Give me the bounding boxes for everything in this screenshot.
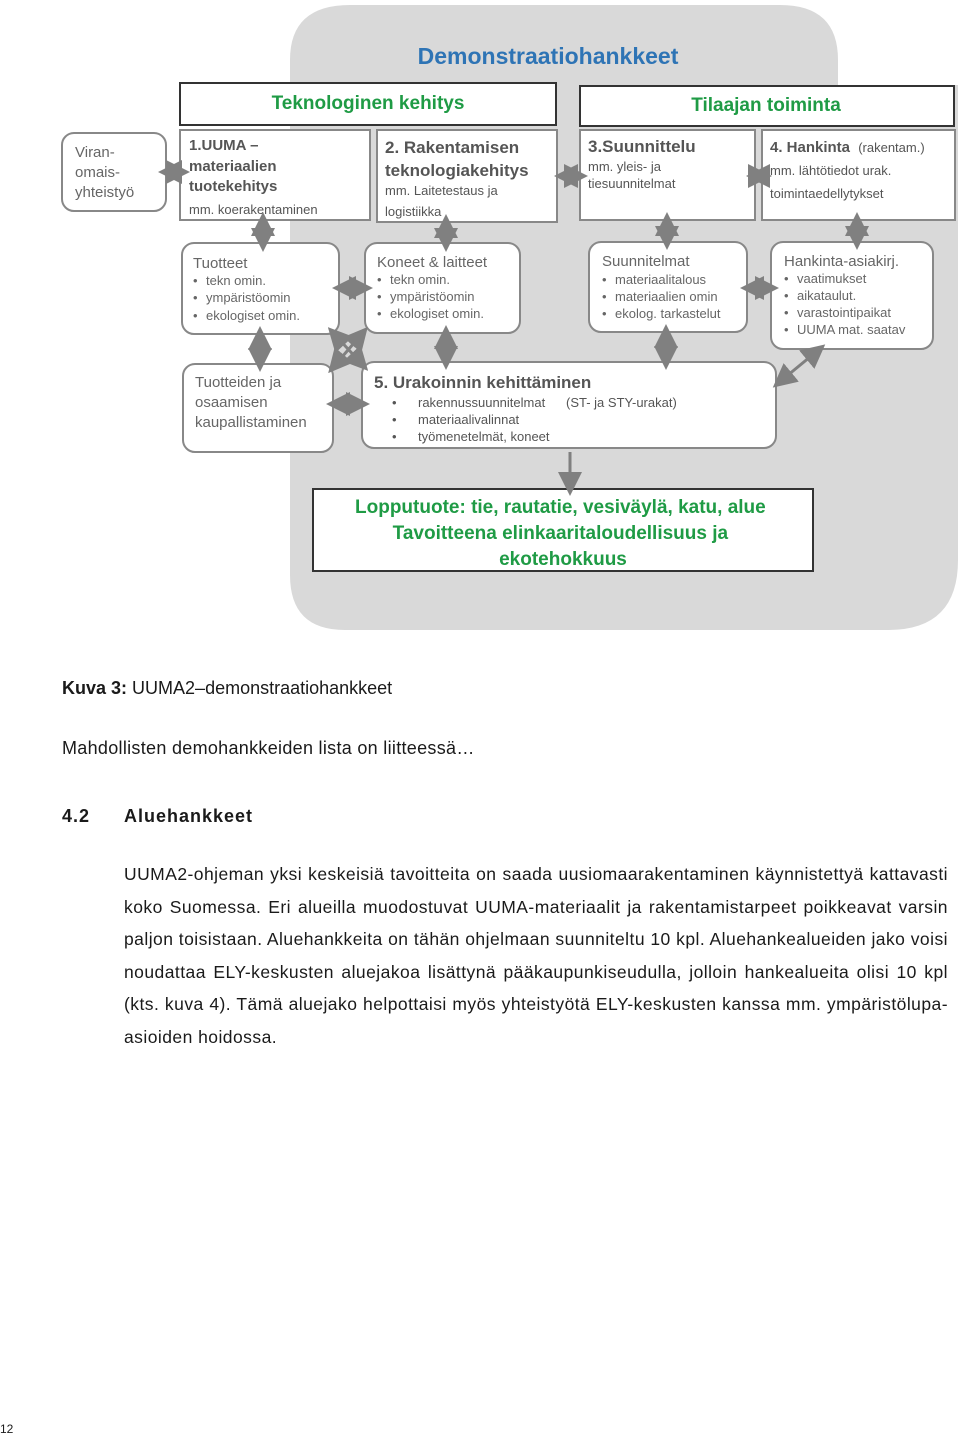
box4-sub: mm. lähtötiedot urak. toimintaedellytykset (770, 163, 892, 201)
caption-text: UUMA2–demonstraatiohankkeet (132, 678, 393, 698)
products-box-title: Tuotteet (193, 255, 248, 272)
commercialisation-box: Tuotteiden ja osaamisen kaupallistaminen (195, 374, 307, 431)
box3-design: 3.Suunnittelu (588, 137, 696, 156)
box3-sub: mm. yleis- ja tiesuunnitelmat (588, 159, 676, 191)
header-technological-development: Teknologinen kehitys (271, 93, 465, 114)
plans-box-items: • materiaalitalous • materiaalien omin • ekolog. tarkastelut (602, 272, 721, 321)
procurement-docs-box-items: • vaatimukset • aikataulut. • varastointipaikat • UUMA mat. saatav (784, 271, 906, 337)
appendix-note: Mahdollisten demohankkeiden lista on liitteessä… (62, 738, 475, 758)
box1-sub: mm. koerakentaminen (189, 202, 318, 217)
machines-box-items: • tekn omin. • ympäristöomin • ekologiset omin. (377, 272, 484, 321)
header-client-operations: Tilaajan toiminta (691, 95, 841, 116)
page-number: 12 (0, 1422, 14, 1436)
authority-cooperation-box: Viran- omais- yhteistyö (75, 144, 135, 201)
box2-construction-technology: 2. Rakentamisen teknologiakehitys (385, 138, 529, 180)
products-box-items: • tekn omin. • ympäristöomin • ekologiset omin. (193, 273, 300, 323)
section-heading (62, 806, 253, 827)
diagram-title: Demonstraatiohankkeet (417, 43, 679, 69)
section-number: 4.2 (62, 806, 91, 826)
box1-uuma-product-development: 1.UUMA – materiaalien tuotekehitys (189, 137, 278, 195)
box5-note: (ST- ja STY-urakat) (566, 395, 677, 410)
box2-sub: mm. Laitetestaus ja logistiikka (385, 183, 498, 219)
caption-label: Kuva 3: (62, 678, 128, 698)
figure-caption (62, 678, 392, 699)
demonstration-projects-diagram (0, 0, 960, 640)
body-paragraph: UUMA2-ohjeman yksi keskeisiä tavoitteita on saada uusiomaarakentaminen käynnistettyä kattavasti koko Suomessa. Eri alueilla muodostuvat UUMA-materiaalit ja rakentamistarpeet poikkeavat varsin paljon toisistaan. Aluehankkeita on tähän ohjelmaan suunniteltu 10 kpl. Aluehankealueiden jako voisi noudattaa ELY-keskusten aluejakoa lisättynä pääkaupunkiseudulla, jolloin hankealueita olisi 10 kpl (kts. kuva 4). Tämä aluejako helpottaisi myös yhteistyötä ELY-keskusten kanssa mm. ympäristölupa-asioiden hoidossa. (124, 864, 948, 1047)
section-title: Aluehankkeet (124, 806, 254, 826)
box5-contracting-development: 5. Urakoinnin kehittäminen (374, 373, 592, 392)
procurement-docs-box-title: Hankinta-asiakirj. (784, 253, 900, 270)
final-product-box: Lopputuote: tie, rautatie, vesiväylä, katu, alue Tavoitteena elinkaaritaloudellisuus ja ekotehokkuus (355, 497, 766, 570)
machines-box-title: Koneet & laitteet (377, 254, 488, 271)
box4-procurement: 4. Hankinta (rakentam.) (770, 139, 925, 156)
plans-box-title: Suunnitelmat (602, 253, 690, 270)
box5-items: • rakennussuunnitelmat • materiaalivalinnat • työmenetelmät, koneet (392, 395, 550, 444)
